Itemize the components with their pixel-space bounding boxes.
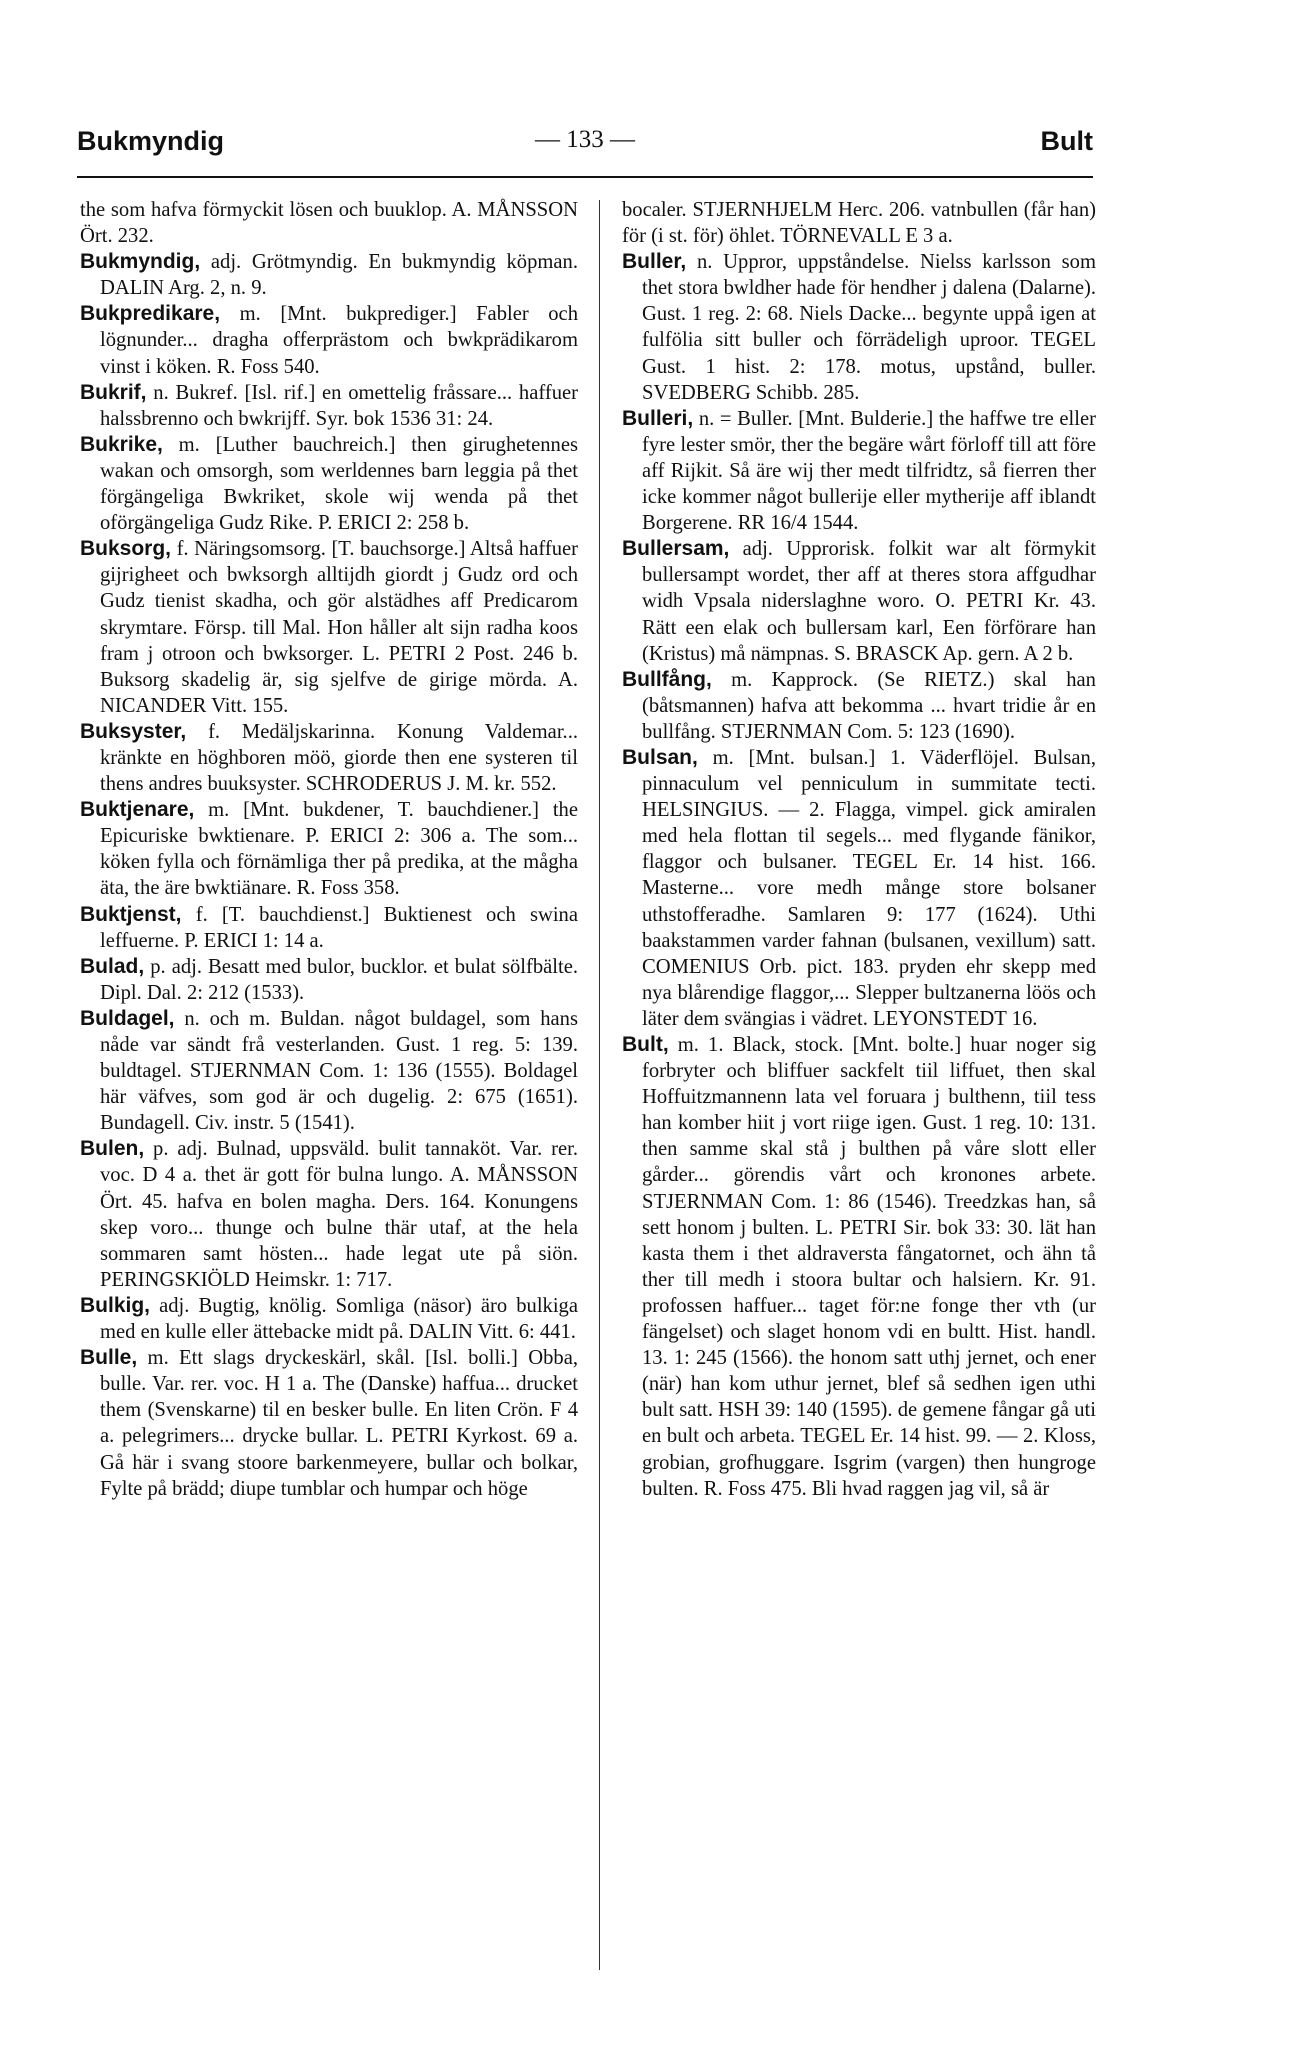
dictionary-entry (80, 719, 578, 797)
entry-text: m. [Mnt. bulsan.] 1. Väderflöjel. Bulsan, pinnaculum vel penniculum in summitate tecti. HELSINGIUS. — 2. Flagga, vimpel. gick amiralen med hela flottan til segels... med flygande fänikor, flaggor och bulsaner. TEGEL Er. 14 hist. 166. Masterne... vore medh månge store bolsaner uthstofferadhe. Samlaren 9: 177 (1624). Uthi baakstammen varder fahnan (bulsanen, vexillum) satt. COMENIUS Orb. pict. 183. pryden ehr skepp med nya blårendige flaggor,... Slepper bultzanerna löös och läter dem svängias i vädret. LEYONSTEDT 16. (642, 746, 1096, 1030)
continued-entry (622, 197, 1096, 249)
page-number: — 133 — (535, 126, 635, 153)
entry-text: n. = Buller. [Mnt. Bulderie.] the haffwe tre eller fyre lester smör, ther the begäre wårt förloff till att före aff Rijkit. Så äre wij ther medt tilfridtz, så fierren ther icke kommer något bullerije eller mytherije aff iblandt Borgerene. RR 16/4 1544. (642, 407, 1096, 535)
column-divider (599, 200, 600, 1970)
dictionary-entry (622, 536, 1096, 666)
entry-text: m. [Luther bauchreich.] then girughetennes wakan och omsorgh, som werldennes barn leggia på thet förgängeliga Bwkriket, skole wij wenda på thet oförgängeliga Gudz Rike. P. ERICI 2: 258 b. (100, 433, 578, 535)
entry-text: adj. Bugtig, knölig. Somliga (näsor) äro bulkiga med en kulle eller ättebacke midt på. DALIN Vitt. 6: 441. (100, 1294, 578, 1344)
dictionary-entry (80, 380, 578, 432)
dictionary-entry (80, 1136, 578, 1293)
entry-text: p. adj. Besatt med bulor, bucklor. et bulat sölfbälte. Dipl. Dal. 2: 212 (1533). (100, 955, 578, 1004)
continued-entry (80, 197, 578, 249)
entry-headword: Buller, (622, 250, 687, 274)
entry-text: m. [Mnt. bukdener, T. bauchdiener.] the Epicuriske bwktienare. P. ERICI 2: 306 a. The som... köken fylla och förnämliga ther på predika, at the mågha äta, the äre bwktiänare. R. Foss 358. (100, 799, 578, 900)
entry-headword: Buktjenare, (80, 798, 195, 822)
entry-headword: Bulle, (80, 1346, 138, 1370)
entry-text: n. Uppror, uppståndelse. Nielss karlsson som thet stora bwldher hade för hendher j dalena (Dalarne). Gust. 1 reg. 2: 68. Niels Dacke... begynte uppå igen at fulfölia sitt buller och förrädeligh uproor. TEGEL Gust. 1 hist. 2: 178. motus, upstånd, buller. SVEDBERG Schibb. 285. (642, 251, 1096, 404)
entry-headword: Buktjenst, (80, 902, 182, 926)
entry-headword: Buksorg, (80, 537, 172, 561)
dictionary-entry (80, 902, 578, 954)
entry-headword: Bult, (622, 1033, 669, 1056)
dictionary-entry (80, 301, 578, 379)
entry-headword: Bukrike, (80, 432, 163, 456)
entry-text: f. [T. bauchdienst.] Buktienest och swina leffuerne. P. ERICI 1: 14 a. (100, 903, 578, 952)
dictionary-entry (80, 536, 578, 719)
entry-headword: Bulleri, (622, 406, 694, 430)
entry-text: adj. Grötmyndig. En bukmyndig köpman. DALIN Arg. 2, n. 9. (100, 251, 578, 300)
header-first-headword: Bukmyndig (77, 126, 225, 156)
entry-text: bocaler. STJERNHJELM Herc. 206. vatnbullen (får han) för (i st. för) öhlet. TÖRNEVALL E 3 a. (622, 199, 1096, 248)
entry-text: n. och m. Buldan. något buldagel, som hans nåde var sändt frå vesterlanden. Gust. 1 reg. 5: 139. buldtagel. STJERNMAN Com. 1: 136 (1555). Boldagel här väfves, som god är och dugelig. 2: 675 (1651). Bundagell. Civ. instr. 5 (1541). (100, 1007, 578, 1135)
entry-headword: Bulen, (80, 1137, 145, 1161)
entry-headword: Bukmyndig, (80, 250, 201, 274)
dictionary-entry (80, 954, 578, 1006)
left-column (80, 197, 578, 1502)
dictionary-entry (80, 249, 578, 301)
dictionary-entry (622, 249, 1096, 406)
entry-text: f. Medäljskarinna. Konung Valdemar... kränkte en höghboren möö, giorde then ene systeren til thens andres buuksyster. SCHRODERUS J. M. kr. 552. (100, 720, 578, 796)
dictionary-entry (80, 432, 578, 536)
dictionary-entry (622, 406, 1096, 536)
page-header (77, 116, 1093, 176)
dictionary-entry (622, 1032, 1096, 1502)
entry-text: the som hafva förmyckit lösen och buuklop. A. MÅNSSON Ört. 232. (80, 199, 578, 248)
entry-text: m. Ett slags dryckeskärl, skål. [Isl. bolli.] Obba, bulle. Var. rer. voc. H 1 a. The (Danske) haffua... drucket them (Svenskarne) til en besker bulle. En liten Crön. F 4 a. pelegrimers... drycke bullar. L. PETRI Kyrkost. 69 a. Gå här i svang stoore barkenmeyere, bullar och bolkar, Fylte på brädd; diupe tumblar och humpar och höge (100, 1347, 578, 1500)
entry-headword: Bullfång, (622, 667, 712, 691)
dictionary-entry (622, 745, 1096, 1032)
dictionary-entry (80, 1006, 578, 1136)
header-last-headword: Bult (1040, 126, 1093, 156)
dictionary-entry (80, 797, 578, 901)
dictionary-entry (80, 1345, 578, 1502)
entry-text: n. Bukref. [Isl. rif.] en omettelig fråssare... haffuer halssbrenno och bwkrijff. Syr. bok 1536 31: 24. (100, 381, 579, 430)
entry-headword: Buldagel, (80, 1006, 175, 1030)
entry-text: f. Näringsomsorg. [T. bauchsorge.] Altså haffuer gijrigheet och bwksorgh alltijdh giordt j Gudz ord och Gudz tienist skadha, och gör alstädhes aff Predicarom skrymtare. Försp. till Mal. Hon håller alt sijn radha koos fram j otroon och bwksorger. L. PETRI 2 Post. 246 b. Buksorg skadelig är, sig sjelfve de girige mörda. A. NICANDER Vitt. 155. (100, 538, 578, 717)
entry-text: m. Kapprock. (Se RIETZ.) skal han (båtsmannen) hafva att bekomma ... hvart tridie år en bullfång. STJERNMAN Com. 5: 123 (1690). (642, 668, 1096, 743)
dictionary-entry (80, 1293, 578, 1345)
entry-headword: Bulkig, (80, 1293, 151, 1317)
dictionary-entry (622, 667, 1096, 745)
entry-text: m. 1. Black, stock. [Mnt. bolte.] huar noger sig forbryter och bliffuer sackfelt tiil liffuet, then skal Hoffuitzmannenn lata vel foruara j bulthenn, tiil tess han komber hiit j vort riige igen. Gust. 1 reg. 10: 131. then samme skal stå j bulthen på våre slott eller gårder... görendis vårt och kronones arbete. STJERNMAN Com. 1: 86 (1546). Treedzkas han, så sett honom j bulten. L. PETRI Sir. bok 33: 30. lät han kasta them i thet aldraversta fångatornet, och ähn tå ther till medh i stoora bultar och halsiern. Kr. 91. profossen haffuer... taget för:ne fonge ther vth (ur fängelset) och slaget honom vdi en bultt. Hist. handl. 13. 1: 245 (1566). the honom satt uthj jernet, och ener (när) han kom uthur jernet, blef så sedhen igen uthi bult satt. HSH 39: 140 (1595). de gemene fångar gå uti en bult och arbeta. TEGEL Er. 14 hist. 99. — 2. Kloss, grobian, grofhuggare. Isgrim (vargen) then hungroge bulten. R. Foss 475. Bli hvad raggen jag vil, så är (642, 1034, 1096, 1500)
entry-text: p. adj. Bulnad, uppsväld. bulit tannaköt. Var. rer. voc. D 4 a. thet är gott för bulna lungo. A. MÅNSSON Ört. 45. hafva en bolen magha. Ders. 164. Konungens skep voro... thunge och bulne thär utaf, at the hela sommaren samt hösten... hade legat ute på siön. PERINGSKIÖLD Heimskr. 1: 717. (100, 1138, 578, 1291)
entry-headword: Bulad, (80, 954, 145, 978)
entry-headword: Bullersam, (622, 537, 730, 561)
entry-text: m. [Mnt. bukprediger.] Fabler och lögnunder... dragha offerprästom och bwkprädikarom vinst i köken. R. Foss 540. (100, 303, 578, 378)
entry-headword: Bulsan, (622, 745, 698, 769)
header-rule (77, 176, 1093, 178)
entry-headword: Buksyster, (80, 719, 187, 743)
entry-headword: Bukpredikare, (80, 302, 221, 326)
entry-headword: Bukrif, (80, 380, 147, 404)
right-column (622, 197, 1096, 1502)
entry-text: adj. Upprorisk. folkit war alt förmykit bullersampt wordet, ther aff at theres stora affgudhar widh Vpsala niderslaghne woro. O. PETRI Kr. 43. Rätt een elak och bullersam karl, Een förförare han (Kristus) må nämpnas. S. BRASCK Ap. gern. A 2 b. (642, 538, 1096, 665)
